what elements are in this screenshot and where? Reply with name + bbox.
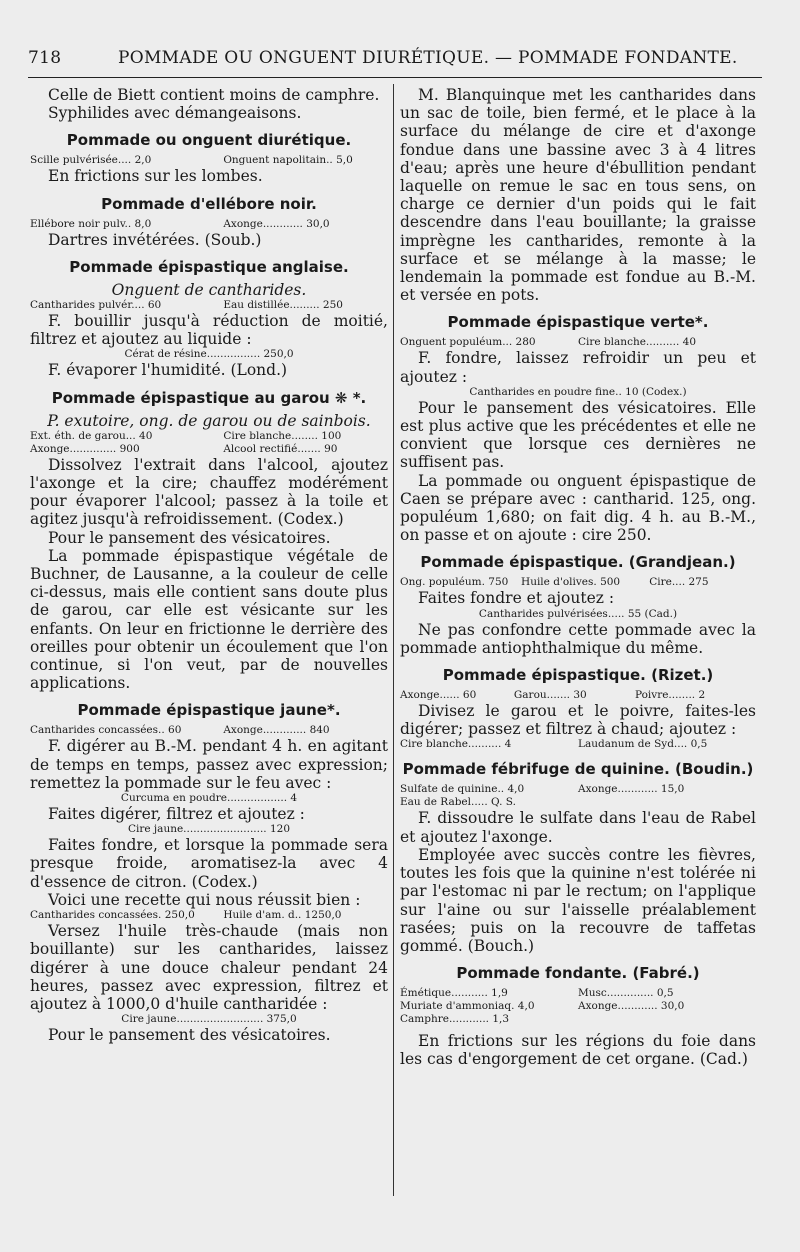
formula-line: Cantharides pulvérisées..... 55 (Cad.) (478, 607, 678, 620)
body-paragraph: Versez l'huile très-chaude (mais non bouillante) sur les cantharides, laissez digérer à une douce chaleur pendant 24 heures, passez avec expression, filtrez et ajoutez à 1000,0 d'huile cantharidée : (30, 922, 388, 1013)
formula-line: Eau de Rabel..... Q. S. (400, 796, 516, 809)
formula-line: Axonge.............. 900 Alcool rectifié....... 90 (30, 442, 338, 455)
body-paragraph: F. bouillir jusqu'à réduction de moitié, filtrez et ajoutez au liquide : (30, 312, 388, 349)
formula-line: Cantharides concassées. 250,0 Huile d'am. d.. 1250,0 (30, 909, 342, 922)
formula-line: Cérat de résine................ 250,0 (124, 348, 294, 361)
section-subtitle: P. exutoire, ong. de garou ou de sainbois. (47, 411, 371, 430)
formula-line: Cire jaune.......................... 375,0 (121, 1013, 297, 1026)
left-column (30, 86, 388, 1044)
right-column (400, 86, 756, 1069)
intro-line: Celle de Biett contient moins de camphre. (48, 86, 380, 104)
formula-line: Camphre............ 1,3 (400, 1013, 510, 1026)
section-title-garou: Pommade épispastique au garou ❋ *. (51, 388, 367, 407)
body-paragraph: Pour le pansement des vésicatoires. (48, 528, 331, 547)
section-title-quinine: Pommade fébrifuge de quinine. (Boudin.) (402, 760, 754, 779)
body-paragraph: F. dissoudre le sulfate dans l'eau de Rabel et ajoutez l'axonge. (400, 809, 756, 846)
body-paragraph: En frictions sur les régions du foie dans les cas d'engorgement de cet organe. (Cad.) (400, 1032, 756, 1069)
formula-line: Curcuma en poudre.................. 4 (120, 792, 298, 805)
formula-line: Muriate d'ammoniaq. 4,0 Axonge............ 30,0 (400, 1000, 685, 1013)
header-rule (28, 77, 762, 78)
body-paragraph: Pour le pansement des vésicatoires. (48, 1026, 331, 1045)
body-paragraph: La pommade épispastique végétale de Buchner, de Lausanne, a la couleur de celle ci-dessus, mais elle contient sans doute plus de garou, car elle est vésicante sur les enfants. On leur en frictionne le derrière des oreilles pour obtenir un écoulement que l'on continue, si l'on veut, par de nouvelles applications. (30, 546, 388, 693)
running-header (28, 48, 768, 68)
section-title-jaune: Pommade épispastique jaune*. (77, 701, 341, 720)
body-paragraph: Dissolvez l'extrait dans l'alcool, ajoutez l'axonge et la cire; chauffez modérément pour évaporer l'alcool; passez à la toile et agitez jusqu'à refroidissement. (Codex.) (30, 455, 388, 529)
body-paragraph: Faites digérer, filtrez et ajoutez : (48, 805, 305, 824)
running-title: POMMADE OU ONGUENT DIURÉTIQUE. — POMMADE FONDANTE. (118, 48, 738, 68)
formula-line: Cantharides concassées.. 60 Axonge............. 840 (30, 724, 330, 737)
formula-line: Sulfate de quinine.. 4,0 Axonge............ 15,0 (400, 783, 685, 796)
formula-line: Scille pulvérisée.... 2,0 Onguent napolitain.. 5,0 (30, 154, 353, 167)
body-paragraph: Pour le pansement des vésicatoires. Elle est plus active que les précédentes et elle ne convient que lorsque ces dernières ne suffisent pas. (400, 398, 756, 472)
body-paragraph: Faites fondre et ajoutez : (418, 589, 615, 608)
section-title-grandjean: Pommade épispastique. (Grandjean.) (420, 553, 736, 572)
body-paragraph: M. Blanquinque met les cantharides dans un sac de toile, bien fermé, et le place à la surface du mélange de cire et d'axonge fondue dans une bassine avec 3 à 4 litres d'eau; après une heure d'ébullition pendant laquelle on remue le sac en tous sens, on charge ce dernier d'un poids qui le fait descendre dans l'eau bouillante; la graisse imprègne les cantharides, remonte à la surface et se mélange à la masse; le lendemain la pommade est fondue au B.-M. et versée en pots. (400, 86, 756, 305)
body-paragraph: Faites fondre, et lorsque la pommade sera presque froide, aromatisez-la avec 4 d'essence de citron. (Codex.) (30, 836, 388, 891)
formula-line: Axonge...... 60 Garou....... 30 Poivre........ 2 (400, 689, 706, 702)
formula-line: Cire jaune......................... 120 (127, 823, 291, 836)
body-paragraph: F. fondre, laissez refroidir un peu et ajoutez : (400, 349, 756, 386)
column-divider (393, 84, 394, 1196)
section-title-diuretique: Pommade ou onguent diurétique. (66, 131, 352, 150)
section-subtitle: Onguent de cantharides. (111, 280, 307, 299)
formula-line: Cire blanche.......... 4 Laudanum de Syd.... 0,5 (400, 738, 708, 751)
usage-text: En frictions sur les lombes. (48, 167, 263, 186)
section-title-verte: Pommade épispastique verte*. (447, 313, 709, 332)
page-number: 718 (28, 48, 62, 68)
formula-line: Ong. populéum. 750 Huile d'olives. 500 Cire.... 275 (400, 576, 709, 589)
body-paragraph: Voici une recette qui nous réussit bien : (48, 890, 361, 909)
body-paragraph: Ne pas confondre cette pommade avec la pommade antiophthalmique du même. (400, 620, 756, 657)
formula-line: Émétique........... 1,9 Musc.............. 0,5 (400, 987, 674, 1000)
body-paragraph: F. digérer au B.-M. pendant 4 h. en agitant de temps en temps, passez avec expression; remettez la pommade sur le feu avec : (30, 737, 388, 792)
formula-line: Cantharides en poudre fine.. 10 (Codex.) (469, 385, 687, 398)
formula-line: Ellébore noir pulv.. 8,0 Axonge............ 30,0 (30, 217, 330, 230)
formula-line: Onguent populéum... 280 Cire blanche.......... 40 (400, 336, 696, 349)
intro-line: Syphilides avec démangeaisons. (48, 104, 302, 123)
section-title-anglaise: Pommade épispastique anglaise. (69, 257, 349, 276)
body-paragraph: Employée avec succès contre les fièvres, toutes les fois que la quinine n'est tolérée ni par l'estomac ni par le rectum; on l'applique sur l'aine ou sur l'aisselle préalablement rasées; puis on la recouvre de taffetas gommé. (Bouch.) (400, 845, 756, 955)
usage-text: Dartres invétérées. (Soub.) (48, 230, 262, 249)
section-title-fondante: Pommade fondante. (Fabré.) (456, 964, 700, 983)
formula-line: Cantharides pulvér.... 60 Eau distillée......... 250 (30, 299, 343, 312)
section-title-rizet: Pommade épispastique. (Rizet.) (442, 666, 714, 685)
body-paragraph: La pommade ou onguent épispastique de Caen se prépare avec : cantharid. 125, ong. populéum 1,680; on fait dig. 4 h. au B.-M., on passe et on ajoute : cire 250. (400, 471, 756, 545)
body-paragraph: Divisez le garou et le poivre, faites-les digérer; passez et filtrez à chaud; ajoutez : (400, 702, 756, 739)
body-paragraph: F. évaporer l'humidité. (Lond.) (48, 361, 288, 380)
section-title-ellebore: Pommade d'ellébore noir. (101, 194, 317, 213)
formula-line: Ext. éth. de garou... 40 Cire blanche........ 100 (30, 429, 342, 442)
